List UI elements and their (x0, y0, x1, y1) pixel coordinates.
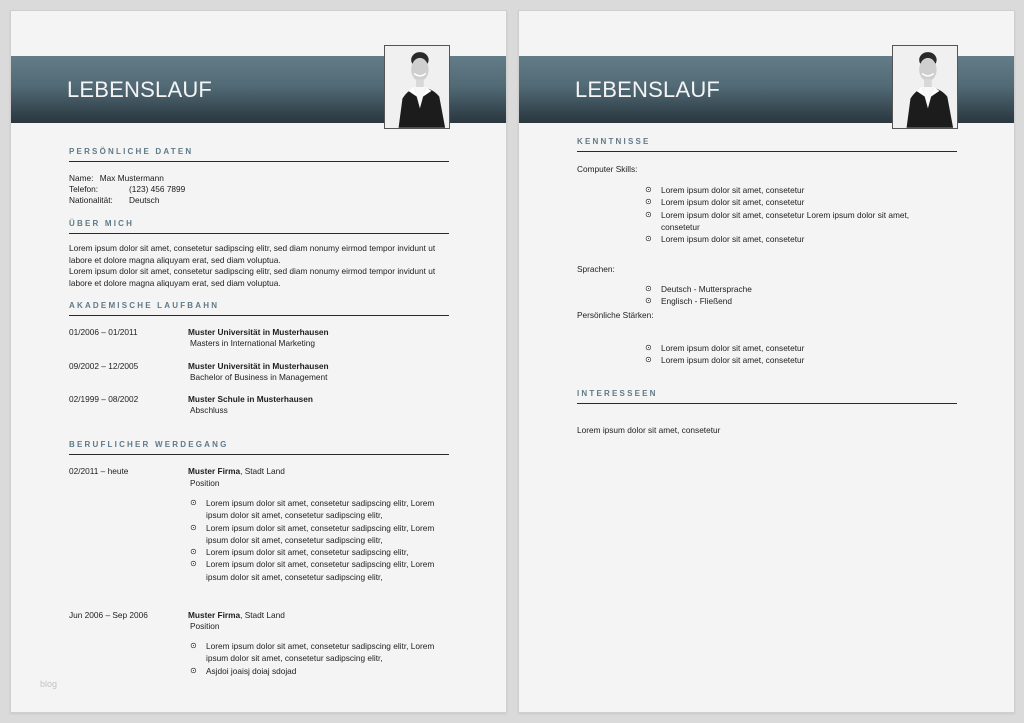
list-item (190, 497, 460, 522)
watermark: blog (40, 679, 58, 689)
academic-period: 01/2006 – 01/2011 (69, 327, 138, 337)
personal-nationality-row (69, 195, 269, 207)
computer-skills-label: Computer Skills: (577, 164, 638, 174)
career-company-line (188, 466, 285, 478)
bullet-text: Lorem ipsum dolor sit amet, consetetur (661, 185, 805, 195)
section-heading-personal: PERSÖNLICHE DATEN (69, 147, 449, 162)
name-label: Name: (69, 173, 94, 183)
strengths-list (645, 342, 935, 367)
resume-page-2 (518, 10, 1015, 713)
list-item (190, 665, 460, 677)
section-heading-academic: AKADEMISCHE LAUFBAHN (69, 301, 449, 316)
list-item (645, 283, 935, 295)
languages-list (645, 283, 935, 308)
computer-skills-list (645, 184, 935, 245)
list-item (190, 640, 460, 665)
resume-page-1 (10, 10, 507, 713)
about-line: labore et dolore magna aliquyam erat, sed diam voluptua. (69, 254, 281, 265)
circled-dot-bullet-icon: ⊙ (190, 559, 197, 569)
academic-degree: Bachelor of Business in Management (190, 372, 328, 382)
list-item (190, 558, 460, 583)
bullet-text: Englisch - Fließend (661, 296, 733, 307)
academic-institution: Muster Universität in Musterhausen (188, 361, 329, 371)
list-item (645, 184, 935, 196)
list-item (645, 196, 935, 208)
circled-dot-bullet-icon: ⊙ (645, 185, 652, 194)
personal-name-row (69, 173, 164, 185)
page-title: LEBENSLAUF (575, 77, 721, 102)
about-text (69, 243, 459, 289)
nationality-label: Nationalität: (69, 195, 113, 205)
bullet-text: Lorem ipsum dolor sit amet, consetetur sadipscing elitr, (206, 547, 409, 558)
circled-dot-bullet-icon: ⊙ (645, 355, 652, 365)
circled-dot-bullet-icon: ⊙ (645, 343, 652, 352)
list-item (645, 233, 935, 245)
strengths-label: Persönliche Stärken: (577, 310, 654, 320)
list-item (645, 354, 935, 366)
name-value: Max Mustermann (99, 173, 164, 183)
phone-label: Telefon: (69, 184, 99, 194)
circled-dot-bullet-icon: ⊙ (190, 498, 197, 507)
career-bullet-list (190, 497, 460, 583)
interests-text: Lorem ipsum dolor sit amet, consetetur (577, 425, 721, 435)
bullet-text: Deutsch - Muttersprache (661, 284, 752, 294)
person-photo-icon (385, 46, 449, 128)
section-heading-about: ÜBER MICH (69, 219, 449, 234)
bullet-text: consetetur (661, 221, 700, 232)
list-item (190, 522, 460, 547)
phone-value: (123) 456 7899 (129, 184, 186, 194)
bullet-text: Lorem ipsum dolor sit amet, consetetur sadipscing elitr, Lorem (206, 641, 435, 651)
circled-dot-bullet-icon: ⊙ (645, 234, 652, 244)
profile-photo (384, 45, 450, 129)
list-item (645, 295, 935, 307)
academic-degree: Abschluss (190, 405, 228, 415)
career-period: Jun 2006 – Sep 2006 (69, 610, 148, 620)
circled-dot-bullet-icon: ⊙ (645, 197, 652, 207)
career-company: Muster Firma (188, 610, 241, 620)
career-period: 02/2011 – heute (69, 466, 129, 476)
career-bullet-list (190, 640, 460, 677)
bullet-text: Lorem ipsum dolor sit amet, consetetur sadipscing elitr, Lorem (206, 559, 435, 570)
academic-institution: Muster Schule in Musterhausen (188, 394, 313, 404)
bullet-text: Lorem ipsum dolor sit amet, consetetur (661, 234, 805, 245)
bullet-text: Lorem ipsum dolor sit amet, consetetur Lorem ipsum dolor sit amet, (661, 209, 910, 220)
bullet-text: Asjdoi joaisj doiaj sdojad (206, 665, 297, 676)
bullet-text: ipsum dolor sit amet, consetetur sadipscing elitr, (206, 571, 383, 582)
list-item (645, 209, 935, 234)
bullet-text: ipsum dolor sit amet, consetetur sadipscing elitr, (206, 534, 383, 545)
section-heading-skills: KENNTNISSE (577, 137, 957, 152)
about-line: Lorem ipsum dolor sit amet, consetetur sadipscing elitr, sed diam nonumy eirmod tempor invidunt ut (69, 266, 436, 276)
career-location: , Stadt Land (240, 466, 285, 476)
academic-period: 09/2002 – 12/2005 (69, 361, 139, 371)
career-position: Position (190, 621, 220, 631)
bullet-text: Lorem ipsum dolor sit amet, consetetur (661, 355, 805, 366)
bullet-text: Lorem ipsum dolor sit amet, consetetur sadipscing elitr, Lorem (206, 498, 435, 508)
languages-label: Sprachen: (577, 264, 615, 274)
academic-institution: Muster Universität in Musterhausen (188, 327, 329, 337)
section-heading-interests: INTERESSEEN (577, 389, 957, 404)
academic-degree: Masters in International Marketing (190, 338, 315, 348)
career-company: Muster Firma (188, 466, 241, 476)
career-position: Position (190, 478, 220, 488)
list-item (645, 342, 935, 354)
circled-dot-bullet-icon: ⊙ (190, 522, 197, 532)
bullet-text: Lorem ipsum dolor sit amet, consetetur (661, 197, 805, 208)
bullet-text: Lorem ipsum dolor sit amet, consetetur sadipscing elitr, Lorem (206, 522, 435, 533)
circled-dot-bullet-icon: ⊙ (190, 641, 197, 650)
person-photo-icon (893, 46, 957, 128)
academic-period: 02/1999 – 08/2002 (69, 394, 139, 404)
about-line: Lorem ipsum dolor sit amet, consetetur sadipscing elitr, sed diam nonumy eirmod tempor invidunt ut (69, 243, 436, 253)
circled-dot-bullet-icon: ⊙ (645, 209, 652, 219)
circled-dot-bullet-icon: ⊙ (190, 665, 197, 675)
bullet-text: ipsum dolor sit amet, consetetur sadipscing elitr, (206, 653, 383, 664)
list-item (190, 546, 460, 558)
circled-dot-bullet-icon: ⊙ (645, 284, 652, 293)
profile-photo (892, 45, 958, 129)
page-title: LEBENSLAUF (67, 77, 213, 102)
circled-dot-bullet-icon: ⊙ (645, 296, 652, 306)
personal-phone-row (69, 184, 269, 196)
bullet-text: Lorem ipsum dolor sit amet, consetetur (661, 343, 805, 353)
about-line: labore et dolore magna aliquyam erat, sed diam voluptua. (69, 277, 281, 288)
circled-dot-bullet-icon: ⊙ (190, 547, 197, 557)
nationality-value: Deutsch (129, 195, 160, 205)
section-heading-career: BERUFLICHER WERDEGANG (69, 440, 449, 455)
career-location: , Stadt Land (240, 610, 285, 620)
career-company-line (188, 610, 285, 622)
bullet-text: ipsum dolor sit amet, consetetur sadipscing elitr, (206, 510, 383, 521)
